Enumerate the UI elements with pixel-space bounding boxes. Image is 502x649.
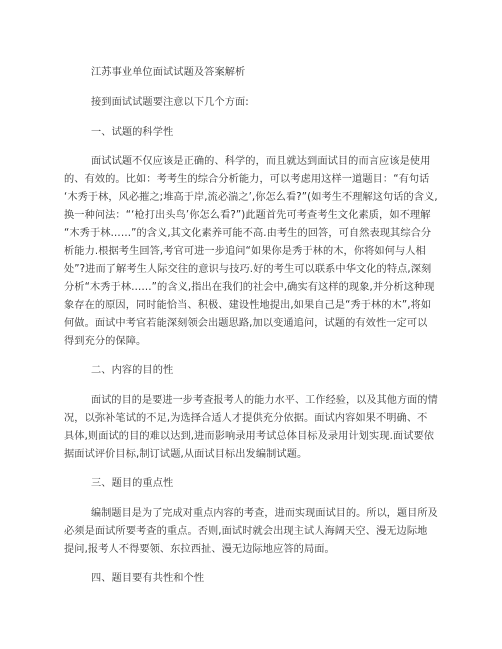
paragraph-line: 面试的目的是要进一步考查报考人的能力水平、工作经验，以及其他方面的情 xyxy=(91,395,438,406)
paragraph-line: 据面试评价目标,制订试题,从面试目标出发编制试题。 xyxy=(64,449,308,460)
paragraph-line: 象存在的原因，同时能恰当、积极、建设性地提出,如果自己是“秀于林的木”,将如 xyxy=(64,300,432,311)
section-heading-1: 一、试题的科学性 xyxy=(91,127,174,138)
paragraph-line: 必须是面试所要考查的重点。否则,面试时就会出现主试人海阔天空、漫无边际地 xyxy=(64,526,428,537)
paragraph-line: “木秀于林……”的含义,其文化素养可能不高.由考生的回答，可自然表现其综合分 xyxy=(64,228,432,239)
section-heading-3: 三、题目的重点性 xyxy=(91,478,174,489)
paragraph-line: 面试试题不仅应该是正确的、科学的，而且就达到面试目的而言应该是使用 xyxy=(91,156,431,167)
paragraph-line: 况，以弥补笔试的不足,为选择合适人才提供充分依据。面试内容如果不明确、不 xyxy=(64,413,428,424)
paragraph-line: 提问,报考人不得要领、东拉西扯、漫无边际地应答的局面。 xyxy=(64,544,335,555)
intro-text: 接到面试试题要注意以下几个方面: xyxy=(91,97,249,108)
paragraph-line: 析能力.根据考生回答,考官可进一步追问“如果你是秀于林的木，你将如何与人相 xyxy=(64,246,426,257)
paragraph-line: 得到充分的保障。 xyxy=(64,336,147,347)
paragraph-line: 换一种问法：“‘枪打出头鸟’你怎么看?”)此题首先可考查考生文化素质，如不理解 xyxy=(64,210,431,221)
section-heading-4: 四、题目要有共性和个性 xyxy=(91,573,205,584)
paragraph-line: 编制题目是为了完成对重点内容的考查，进而实现面试目的。所以，题目所及 xyxy=(91,508,438,519)
section-heading-2: 二、内容的目的性 xyxy=(91,365,174,376)
paragraph-line: ‘木秀于林，风必摧之;堆高于岸,流必湍之’,你怎么看?”(如考生不理解这句话的含义, xyxy=(64,192,438,203)
paragraph-line: 分析“木秀于林……”的含义,指出在我们的社会中,确实有这样的现象,并分析这种现 xyxy=(64,282,435,293)
paragraph-line: 的、有效的。比如：考考生的综合分析能力，可以考虑用这样一道题目：“有句话 xyxy=(64,174,430,185)
document-title: 江苏事业单位面试试题及答案解析 xyxy=(91,67,246,78)
paragraph-line: 具体,则面试的目的难以达到,进而影响录用考试总体目标及录用计划实现.面试要依 xyxy=(64,431,435,442)
paragraph-line: 何做。面试中考官若能深刻领会出题思路,加以变通追问，试题的有效性一定可以 xyxy=(64,318,428,329)
paragraph-line: 处”?进而了解考生人际交往的意识与技巧.好的考生可以联系中华文化的特点,深刻 xyxy=(64,264,432,275)
